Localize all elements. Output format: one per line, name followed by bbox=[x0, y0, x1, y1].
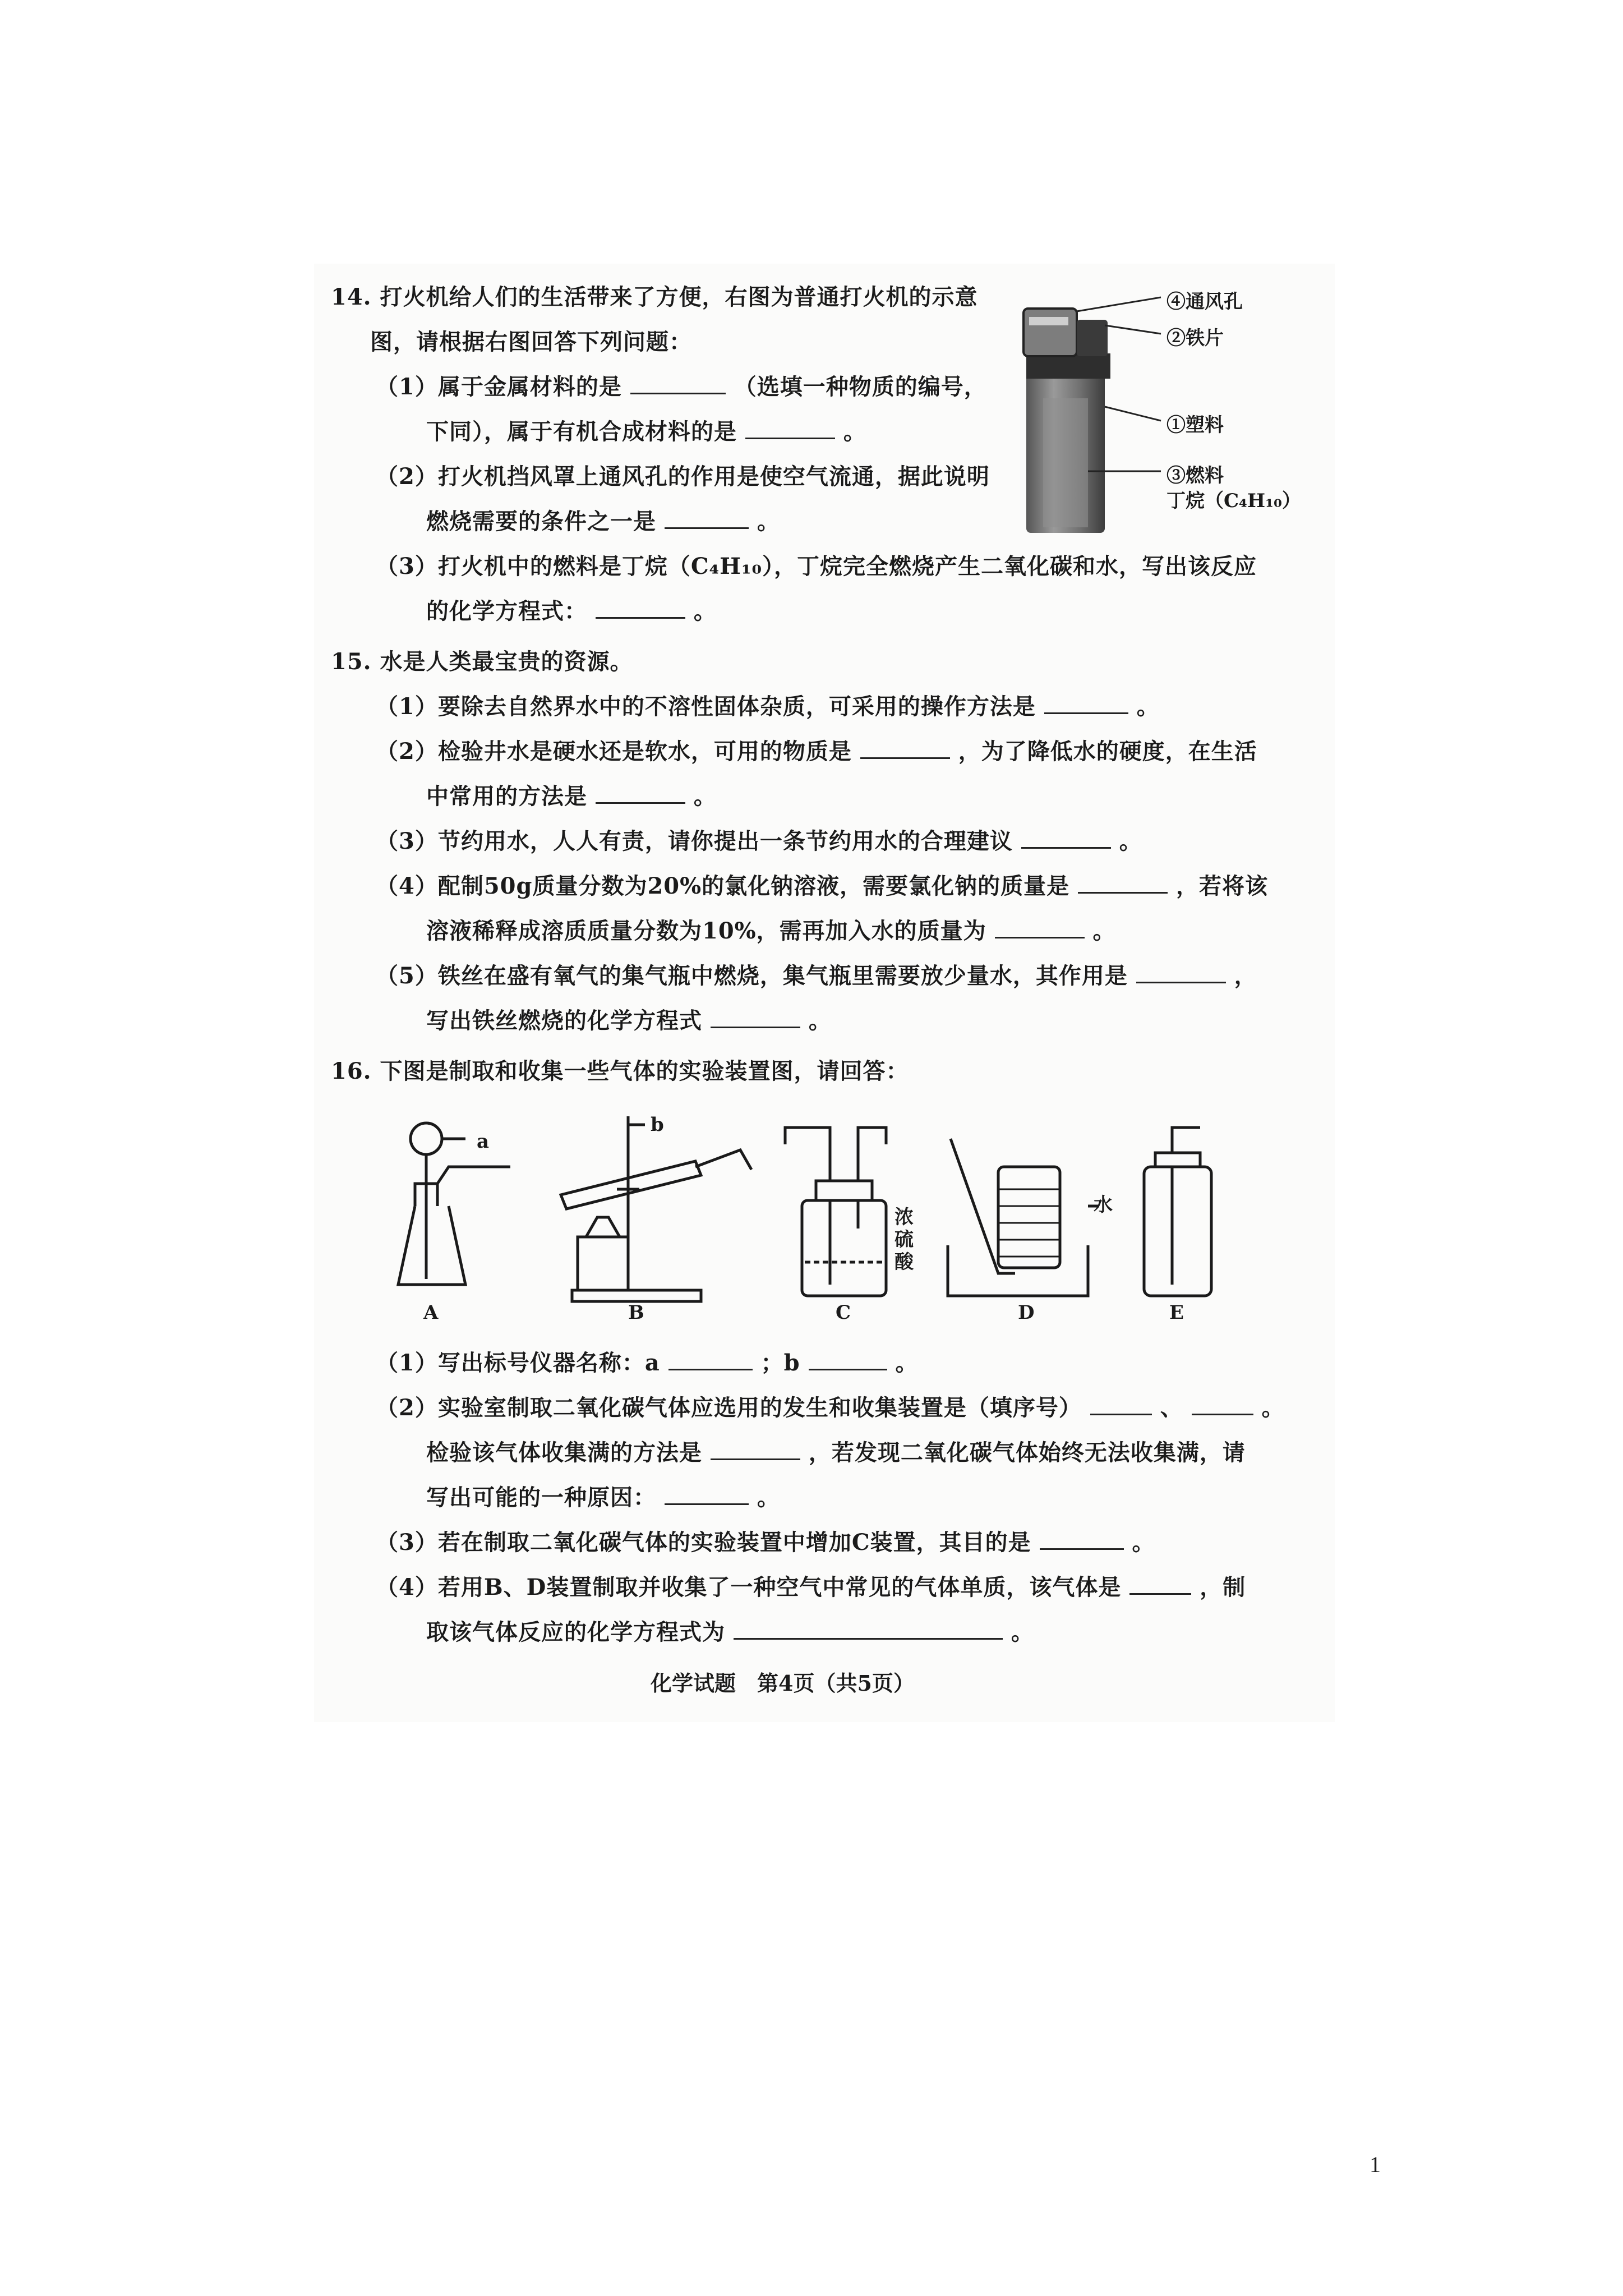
q15-stem: 15. 水是人类最宝贵的资源。 bbox=[331, 648, 633, 675]
q15-p5-text-a: （5）铁丝在盛有氧气的集气瓶中燃烧，集气瓶里需要放少量水，其作用是 bbox=[376, 963, 1128, 989]
q15-p4-text-b: ，若将该 bbox=[1176, 873, 1269, 899]
q14-part3-line1: （3）打火机中的燃料是丁烷（C₄H₁₀），丁烷完全燃烧产生二氧化碳和水，写出该反应 bbox=[376, 553, 1257, 579]
answer-blank bbox=[711, 1436, 800, 1460]
q16-p2-text-g: 。 bbox=[757, 1484, 780, 1511]
q16-part2-line2 bbox=[426, 1436, 1246, 1470]
callout-vent: ④通风孔 bbox=[1166, 291, 1243, 313]
q15-part2-line1 bbox=[376, 735, 1257, 769]
answer-blank bbox=[630, 370, 726, 394]
label-C: C bbox=[836, 1301, 851, 1324]
answer-blank bbox=[860, 735, 950, 759]
answer-blank bbox=[1192, 1391, 1253, 1415]
q14-part1-line1 bbox=[376, 370, 987, 404]
q16-p3-text-b: 。 bbox=[1132, 1529, 1155, 1556]
q14-stem-line2: 图，请根据右图回答下列问题： bbox=[370, 329, 692, 355]
label-a: a bbox=[477, 1130, 490, 1153]
q15-part5-line2 bbox=[426, 1004, 832, 1038]
q16-part3 bbox=[376, 1526, 1155, 1559]
answer-blank bbox=[668, 1346, 753, 1370]
q16-p2-text-a: （2）实验室制取二氧化碳气体应选用的发生和收集装置是（填序号） bbox=[376, 1395, 1082, 1421]
answer-blank bbox=[596, 595, 685, 619]
q16-part2-line1 bbox=[376, 1391, 1285, 1425]
callout-plastic: ①塑料 bbox=[1166, 414, 1224, 436]
q15-part1 bbox=[376, 690, 1160, 724]
q16-stem: 16. 下图是制取和收集一些气体的实验装置图，请回答： bbox=[331, 1058, 909, 1084]
q15-p5-text-c: 写出铁丝燃烧的化学方程式 bbox=[426, 1007, 702, 1034]
q16-p2-text-f: 写出可能的一种原因： bbox=[426, 1484, 656, 1511]
q14-part3-line2 bbox=[426, 595, 717, 628]
q16-part4-line2 bbox=[426, 1616, 1034, 1649]
q14-p3-text-b: 的化学方程式： bbox=[426, 598, 587, 624]
answer-blank bbox=[1021, 825, 1111, 849]
answer-blank bbox=[1129, 1571, 1191, 1595]
q16-p4-text-b: ，制 bbox=[1200, 1574, 1246, 1600]
q16-p1-text-c: 。 bbox=[895, 1350, 919, 1376]
q15-part2-line2 bbox=[426, 780, 717, 813]
answer-blank bbox=[665, 1481, 749, 1505]
q16-p1-text-b: ；b bbox=[760, 1350, 800, 1376]
page-number: 1 bbox=[1370, 2152, 1381, 2177]
q16-part2-line3 bbox=[426, 1481, 780, 1515]
q15-p2-text-c: 中常用的方法是 bbox=[426, 783, 587, 809]
scanned-page bbox=[314, 264, 1335, 1722]
q15-p3-text-b: 。 bbox=[1119, 828, 1142, 854]
q15-part5-line1 bbox=[376, 959, 1257, 993]
q14-p1-text-d: 。 bbox=[843, 418, 866, 445]
q14-part2-line2 bbox=[426, 505, 780, 539]
q14-p1-text-c: 下同），属于有机合成材料的是 bbox=[426, 418, 737, 445]
answer-blank bbox=[1044, 690, 1128, 714]
q15-p4-text-a: （4）配制50g质量分数为20%的氯化钠溶液，需要氯化钠的质量是 bbox=[376, 873, 1070, 899]
apparatus-drawing bbox=[393, 1105, 1245, 1329]
q16-p2-text-b: 、 bbox=[1160, 1395, 1183, 1421]
q14-p1-text-a: （1）属于金属材料的是 bbox=[376, 374, 622, 400]
label-concentrated-sulfuric-acid: 浓硫酸 bbox=[895, 1206, 914, 1273]
lighter-diagram bbox=[1004, 286, 1329, 539]
answer-blank bbox=[734, 1616, 1003, 1640]
answer-blank bbox=[995, 914, 1085, 938]
q16-p2-text-e: ，若发现二氧化碳气体始终无法收集满，请 bbox=[808, 1439, 1246, 1466]
q15-p2-text-b: ，为了降低水的硬度，在生活 bbox=[958, 738, 1257, 765]
callout-fuel: ③燃料 bbox=[1166, 464, 1224, 487]
q15-part4-line2 bbox=[426, 914, 1116, 948]
q14-p1-text-b: （选填一种物质的编号， bbox=[734, 374, 987, 400]
answer-blank bbox=[745, 415, 835, 439]
q15-p5-text-b: ， bbox=[1234, 963, 1257, 989]
q14-part1-line2 bbox=[426, 415, 866, 449]
q14-p3-text-c: 。 bbox=[693, 598, 717, 624]
label-water: 水 bbox=[1094, 1194, 1113, 1216]
q16-p4-text-a: （4）若用B、D装置制取并收集了一种空气中常见的气体单质，该气体是 bbox=[376, 1574, 1122, 1600]
q15-p2-text-a: （2）检验井水是硬水还是软水，可用的物质是 bbox=[376, 738, 852, 765]
q16-p2-text-c: 。 bbox=[1261, 1395, 1285, 1421]
q15-part4-line1 bbox=[376, 869, 1268, 903]
q14-part2-line1: （2）打火机挡风罩上通风孔的作用是使空气流通，据此说明 bbox=[376, 463, 990, 490]
answer-blank bbox=[809, 1346, 887, 1370]
answer-blank bbox=[1040, 1526, 1124, 1550]
apparatus-diagram bbox=[393, 1105, 1245, 1329]
answer-blank bbox=[596, 780, 685, 804]
callout-iron: ②铁片 bbox=[1166, 327, 1224, 349]
q16-p3-text-a: （3）若在制取二氧化碳气体的实验装置中增加C装置，其目的是 bbox=[376, 1529, 1031, 1556]
q15-part3 bbox=[376, 825, 1142, 858]
q16-p4-text-d: 。 bbox=[1011, 1619, 1034, 1645]
q16-p4-text-c: 取该气体反应的化学方程式为 bbox=[426, 1619, 725, 1645]
q15-p2-text-d: 。 bbox=[693, 783, 717, 809]
q16-p1-text-a: （1）写出标号仪器名称：a bbox=[376, 1350, 660, 1376]
answer-blank bbox=[1078, 869, 1168, 894]
label-A: A bbox=[423, 1301, 439, 1324]
answer-blank bbox=[1090, 1391, 1152, 1415]
q16-p2-text-d: 检验该气体收集满的方法是 bbox=[426, 1439, 702, 1466]
label-D: D bbox=[1018, 1301, 1035, 1324]
q16-part1 bbox=[376, 1346, 918, 1380]
q14-p2-text-c: 。 bbox=[757, 508, 780, 535]
q15-p4-text-d: 。 bbox=[1092, 918, 1116, 944]
q15-p1-text-a: （1）要除去自然界水中的不溶性固体杂质，可采用的操作方法是 bbox=[376, 693, 1036, 720]
q15-p5-text-d: 。 bbox=[808, 1007, 832, 1034]
q15-p1-text-b: 。 bbox=[1136, 693, 1160, 720]
answer-blank bbox=[1136, 959, 1226, 983]
answer-blank bbox=[665, 505, 749, 529]
answer-blank bbox=[711, 1004, 800, 1028]
callout-butane: 丁烷（C₄H₁₀） bbox=[1166, 490, 1301, 512]
q16-part4-line1 bbox=[376, 1571, 1246, 1604]
label-b: b bbox=[651, 1114, 664, 1136]
page-footer: 化学试题 第4页（共5页） bbox=[651, 1671, 915, 1696]
label-B: B bbox=[628, 1301, 644, 1324]
q15-p4-text-c: 溶液稀释成溶质质量分数为10%，需再加入水的质量为 bbox=[426, 918, 986, 944]
q14-stem-line1: 14. 打火机给人们的生活带来了方便，右图为普通打火机的示意 bbox=[331, 284, 978, 310]
label-E: E bbox=[1169, 1301, 1184, 1324]
q14-p2-text-b: 燃烧需要的条件之一是 bbox=[426, 508, 656, 535]
q15-p3-text-a: （3）节约用水，人人有责，请你提出一条节约用水的合理建议 bbox=[376, 828, 1013, 854]
